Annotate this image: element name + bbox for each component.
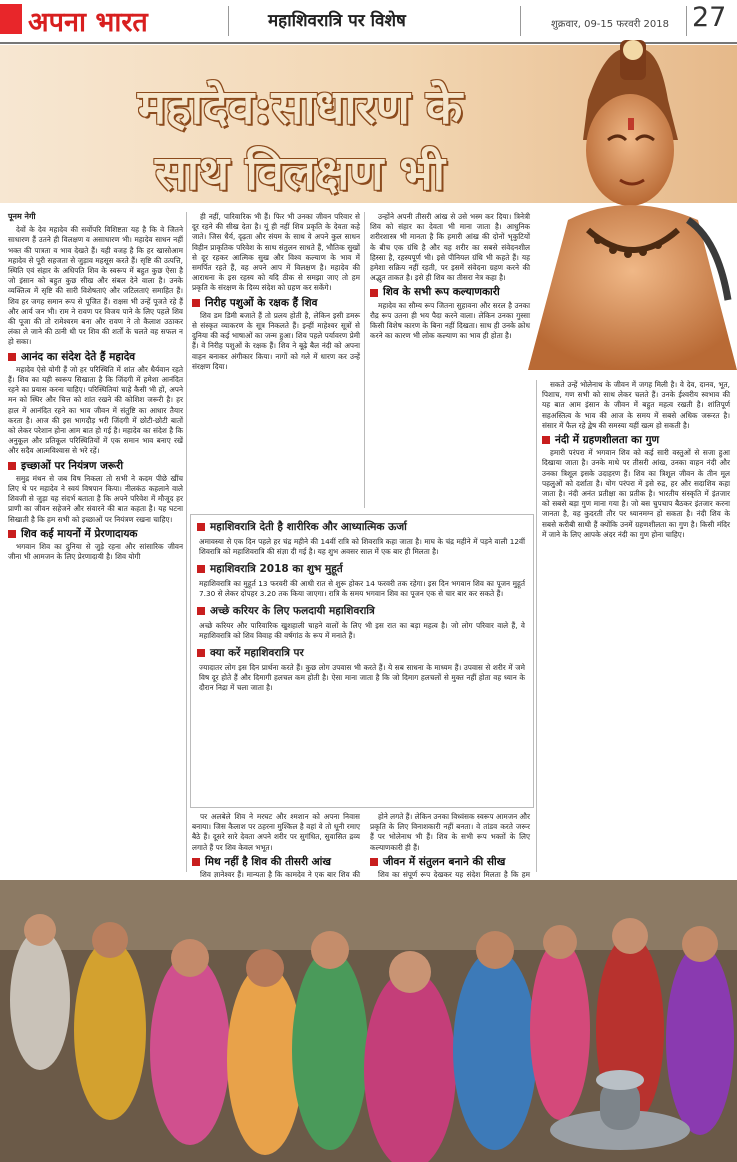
- paragraph: उन्होंने अपनी तीसरी आंख से उसे भस्म कर दिया। त्रिनेत्री शिव को संहार का देवता भी माना जाता है। आधुनिक शरीरशास्त्र भी मानता है कि हमारी आंख की दोनों भृकुटियों के बीच एक ग्रंथि है और यह शरीर का सबसे संवेदनशील हिस्सा है, रहस्यपूर्ण भी। इसे पीनियल ग्रंथि भी कहते हैं। यह हमेशा सक्रिय नहीं रहती, पर इसमें संवेदना ग्रहण करने की अद्भुत ताकत है। इसे ही शिव का तीसरा नेत्र कहा है।: [370, 212, 530, 283]
- paragraph: महादेव ऐसे योगी हैं जो हर परिस्थिति में शांत और धैर्यवान रहते हैं। शिव का यही स्वरूप सिखाता है कि जिंदगी में हमेशा आनंदित रहने का प्रयास करना चाहिए। परिस्थितियां चाहे कैसी भी हों, अपने मन को स्थिर और चित्त को शांत रखने की कोशिश जरूरी है। हर हाल में आनंदित रहने का भाव जीवन में संतुष्टि का आधार तैयार करता है। आज की इस भागदौड़ भरी जिंदगी में छोटी-छोटी बातों को लेकर परेशान होना आम बात हो गई है। महादेव का संदेश है कि अनुकूल और प्रतिकूल परिस्थितियों में एक समान भाव बनाए रखें और सदैव आत्मविश्वास से भरे रहें।: [8, 364, 183, 456]
- author-byline: पूनम नेगी: [8, 212, 36, 221]
- bullet-square-icon: [8, 530, 16, 538]
- column-divider: [186, 212, 187, 872]
- bullet-square-icon: [370, 858, 378, 866]
- paragraph: होने लगते हैं। लेकिन उनका विध्वंसक स्वरूप आमजन और प्रकृति के लिए विनाशकारी नहीं बनता। वे तांडव करते जरूर हैं पर भोलेनाथ भी हैं। शिव के सभी रूप भक्तों के लिए कल्याणकारी ही हैं।: [370, 812, 530, 852]
- subheading: निरीह पशुओं के रक्षक हैं शिव: [192, 298, 360, 308]
- bullet-square-icon: [197, 649, 205, 657]
- box-paragraph: महाशिवरात्रि का मुहूर्त 13 फरवरी की आधी रात से शुरू होकर 14 फरवरी तक रहेगा। इस दिन भगवान शिव का पूजन मुहूर्त 7.30 से लेकर दोपहर 3.20 तक किया जाएगा। रात्रि के समय भगवान शिव का पूजन एक से चार बार कर सकते हैं।: [199, 579, 525, 598]
- subheading: आनंद का संदेश देते हैं महादेव: [8, 352, 183, 362]
- article-column-3: [370, 212, 530, 508]
- subheading: मिथ नहीं है शिव की तीसरी आंख: [192, 857, 360, 867]
- paragraph: सकते उन्हें भोलेनाथ के जीवन में जगह मिली है। वे देव, दानव, भूत, पिशाच, गण सभी को साथ लेकर चलते हैं। उनके ईश्वरीय स्वभाव की यह बात आम इंसान के जीवन में बहुत महत्व रखती है। शांतिपूर्ण सहअस्तित्व के भाव की आज के समय में सबसे अधिक जरूरत है। संसार में फैल रहे द्वेष की समस्या यहीं खत्म हो सकती है।: [542, 380, 730, 430]
- bullet-square-icon: [192, 858, 200, 866]
- section-title: महाशिवरात्रि पर विशेष: [268, 11, 406, 31]
- article-column-3-lower: [370, 812, 530, 880]
- paragraph: शिव डम डिमी बजाते हैं तो प्रलय होती है, लेकिन इसी डमरू से संस्कृत व्याकरण के सूत्र निकलते हैं। इन्हीं माहेश्वर सूत्रों से दुनिया की कई भाषाओं का जन्म हुआ। शिव पहले पर्यावरण प्रेमी हैं। वे निरीह पशुओं के रक्षक हैं। शिव ने बूढ़े बैल नंदी को अपना वाहन बनाकर अंगीकार किया। नागों को गले में धारण कर उन्हें संरक्षण दिया।: [192, 310, 360, 371]
- article-column-2-lower: [192, 812, 360, 880]
- box-paragraph: अच्छे करियर और पारिवारिक खुशहाली चाहने वालों के लिए भी इस रात का बड़ा महत्व है। जो लोग परिवार वाले हैं, वे महाशिवरात्रि को शिव विवाह की वर्षगांठ के रूप में मनाते हैं।: [199, 621, 525, 640]
- subheading: शिव के सभी रूप कल्याणकारी: [370, 287, 530, 297]
- box-paragraph: ज्यादातर लोग इस दिन प्रार्थना करते हैं। कुछ लोग उपवास भी करते हैं। ये सब साधना के माध्यम हैं। उपवास से शरीर में जमे विष दूर होते हैं और दिमागी हलचल कम होती है। ऐसा माना जाता है कि जो दिमाग हलचलों से मुक्त नहीं होता वह ध्यान के दौरान निद्रा में चला जाता है।: [199, 663, 525, 692]
- column-divider: [364, 212, 365, 508]
- article-column-1: [8, 212, 183, 872]
- paragraph: महादेव का सौम्य रूप जितना सुहावना और सरल है उनका रौद्र रूप उतना ही भय पैदा करने वाला। लेकिन उनका गुस्सा किसी विशेष कारण के बिना नहीं दिखता। साथ ही उनके क्रोध करने का कारण भी लोक कल्याण का भाव ही होता है।: [370, 300, 530, 341]
- brand-name: अपना भारत: [28, 7, 148, 38]
- box-paragraph: अमावस्या से एक दिन पहले हर चंद्र महीने की 14वीं रात्रि को शिवरात्रि कहा जाता है। माघ के चंद्र महीने में पड़ने वाली 12वीं शिवरात्रि को महाशिवरात्रि की संज्ञा दी गई है। यह शुभ अवसर साल में एक बार ही मिलता है।: [199, 537, 525, 556]
- paragraph: ही नहीं, पारिवारिक भी हैं। फिर भी उनका जीवन परिवार से दूर रहने की सीख देता है। यूं ही नहीं शिव प्रकृति के देवता कहे जाते। जिस धैर्य, दृढ़ता और संयम के साथ वे अपने कुल साधन विहीन प्राकृतिक परिवेश के साथ संतुलन साधते हैं, भौतिक सुखों से दूर रहकर आत्मिक सुख और विश्व कल्याण के भाव में समर्पित रहते हैं, वह अपने आप में विलक्षण है। महादेव की आराधना के इस रहस्य को यदि ठीक से समझा जाए तो हम प्रकृति के संरक्षण के दिव्य संदेश को ग्रहण कर सकेंगे।: [192, 212, 360, 293]
- headline-line-1: महादेव:साधारण के: [137, 80, 463, 135]
- header-divider: [520, 6, 521, 36]
- header-divider: [686, 6, 687, 36]
- paragraph: हमारी परंपरा में भगवान शिव को कई सारी वस्तुओं से सजा हुआ दिखाया जाता है। उनके माथे पर तीसरी आंख, उनका वाहन नंदी और उनका त्रिशूल इसके उदाहरण हैं। शिव का त्रिशूल जीवन के तीन मूल पहलुओं को दर्शाता है। योग परंपरा में इसे रुद्र, हर और सदाशिव कहा जाता है। नंदी अनंत प्रतीक्षा का प्रतीक है। भारतीय संस्कृति में इंतजार को सबसे बड़ा गुण माना गया है। जो बस चुपचाप बैठकर इंतजार करना जानता है, वह कुदरती तौर पर ध्यानमग्न हो सकता है। नंदी शिव के सबसे करीबी साथी हैं क्योंकि उनमें ग्रहणशीलता का गुण है। किसी मंदिर में जाने के लिए आपके अंदर नंदी का गुण होना चाहिए।: [542, 448, 730, 539]
- bullet-square-icon: [8, 462, 16, 470]
- paragraph: देवों के देव महादेव की सर्वोपरि विशिष्टता यह है कि वे जितने साधारण हैं उतने ही विलक्षण व असाधारण भी। महादेव साधन नहीं भक्त की पात्रता व भाव देखते हैं। यही वजह है कि हर खासोआम महादेव से पूरी सहजता से जुड़ाव महसूस करते हैं। सृष्टि की उत्पत्ति, स्थिति एवं संहार के अधिपति शिव के स्वरूप में बहुत कुछ ऐसा है जो इंसान को बहुत कुछ सीख और संबल देने वाला है। उनके व्यक्तित्व में सृष्टि की सारी विशेषताएं और जटिलताएं समाहित हैं। शिव हर जगह समान रूप से पूजित हैं। राक्षस भी उन्हें पूजते रहे हैं और आर्य जन भी। राम ने रावण पर विजय पाने के लिए पहले शिव की पूजा की तो रामेश्वरम बना और रावण ने तो कैलाश उठाकर लंका ले जाने की ठानी थी पर शिव की शर्तों के चलते वह सफल न हो सका।: [8, 225, 183, 347]
- page-header: [0, 0, 737, 44]
- mahashivratri-info-box: [190, 514, 534, 808]
- bullet-square-icon: [197, 523, 205, 531]
- subheading: नंदी में ग्रहणशीलता का गुण: [542, 435, 730, 445]
- bullet-square-icon: [370, 289, 378, 297]
- header-divider: [228, 6, 229, 36]
- headline-line-2: साथ विलक्षण भी: [155, 146, 445, 201]
- shiva-idol-image: [528, 40, 737, 370]
- paragraph: समुद्र मंथन से जब विष निकला तो सभी ने कदम पीछे खींच लिए थे पर महादेव ने स्वयं विषपान किया। नीलकंठ कहलाने वाले शिवजी से जुड़ा यह संदर्भ बताता है कि अपने परिवेश में मौजूद हर प्राणी का जीवन सहेजने और संवारने की बात कहता है। यह घटना सिखाती है कि हम सभी को इच्छाओं पर नियंत्रण रखना चाहिए।: [8, 473, 183, 524]
- box-heading: महाशिवरात्रि 2018 का शुभ मुहूर्त: [197, 562, 527, 576]
- subheading: जीवन में संतुलन बनाने की सीख: [370, 857, 530, 867]
- box-heading: अच्छे करियर के लिए फलदायी महाशिवरात्रि: [197, 604, 527, 618]
- paragraph: शिव ज्ञानेश्वर हैं। मान्यता है कि कामदेव ने एक बार शिव की: [200, 870, 360, 880]
- page-number: 27: [692, 2, 727, 33]
- subheading: इच्छाओं पर नियंत्रण जरूरी: [8, 461, 183, 471]
- article-column-2: [192, 212, 360, 508]
- issue-date: शुक्रवार, 09-15 फरवरी 2018: [551, 19, 669, 30]
- article-column-4: [542, 380, 730, 872]
- bullet-square-icon: [192, 299, 200, 307]
- paragraph: शिव का संपूर्ण रूप देखकर यह संदेश मिलता है कि हम: [378, 870, 530, 880]
- bullet-square-icon: [197, 565, 205, 573]
- brand-logo-block: [0, 4, 22, 34]
- column-divider: [536, 380, 537, 872]
- box-heading: महाशिवरात्रि देती है शारीरिक और आध्यात्मिक ऊर्जा: [197, 520, 527, 534]
- box-heading: क्या करें महाशिवरात्रि पर: [197, 646, 527, 660]
- bullet-square-icon: [197, 607, 205, 615]
- paragraph: भगवान शिव का दुनिया से जुड़े रहना और सांसारिक जीवन जीना भी आमजन के लिए प्रेरणादायी है। शिव योगी: [8, 542, 183, 562]
- paragraph: पर अलबेले शिव ने मरघट और श्मशान को अपना निवास बनाया। जिस कैलाश पर ठहरना मुश्किल है वहां वे तो धूनी रमाए बैठे हैं। दूसरे सारे देवता अपने शरीर पर सुगंधित, सुवासित द्रव्य लगाते हैं पर शिव केवल भभूत।: [192, 812, 360, 852]
- bullet-square-icon: [542, 436, 550, 444]
- devotees-worship-photo: [0, 880, 737, 1162]
- bullet-square-icon: [8, 353, 16, 361]
- subheading: शिव कई मायनों में प्रेरणादायक: [8, 529, 183, 539]
